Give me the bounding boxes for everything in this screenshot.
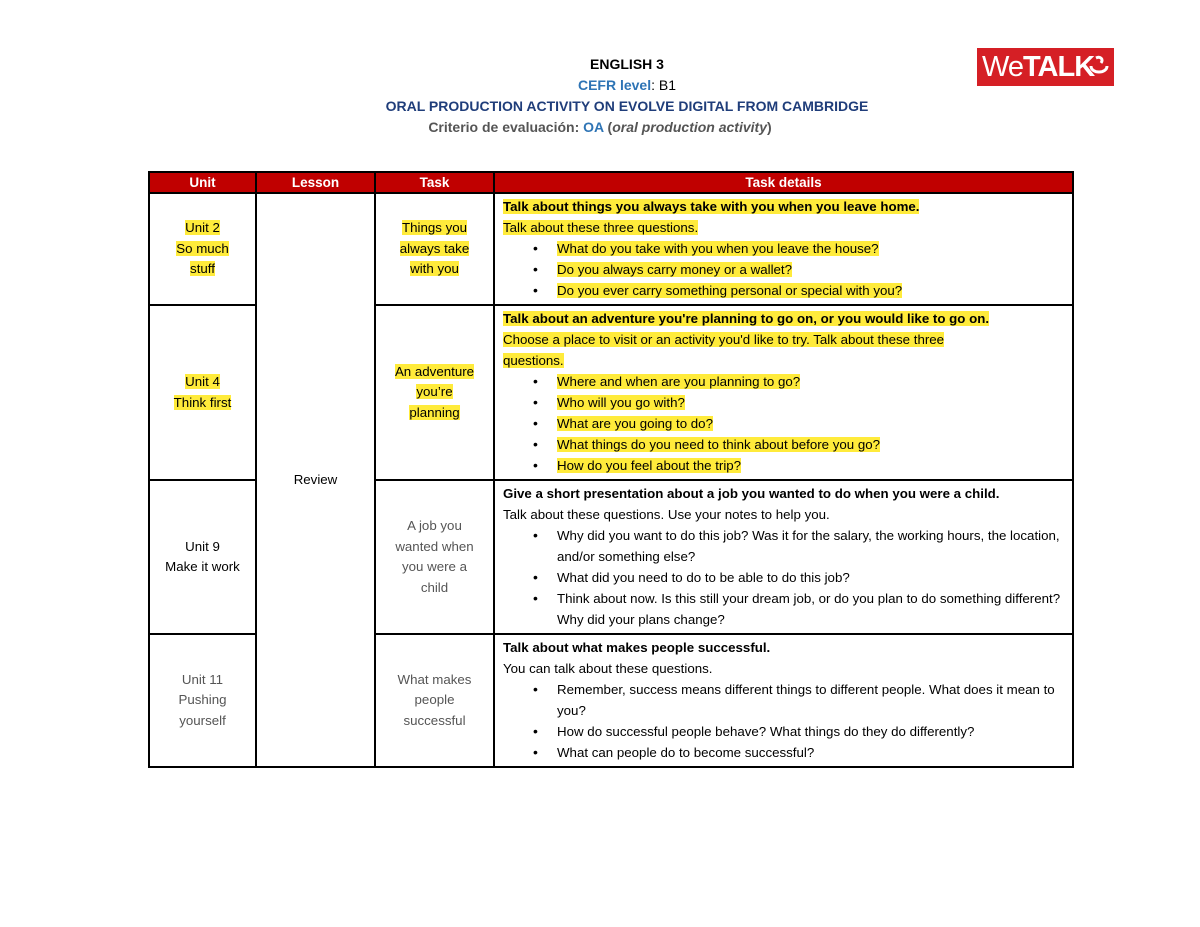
question-list (503, 371, 1064, 476)
task-cell: An adventure you’re planning (375, 305, 494, 480)
list-item: • How do you feel about the trip? (529, 455, 1064, 476)
task-details-cell (494, 193, 1073, 305)
unit-cell: Unit 9 Make it work (149, 480, 256, 634)
details-intro: Choose a place to visit or an activity you'd like to try. Talk about these three (503, 332, 945, 347)
activity-table (148, 171, 1074, 768)
task-cell: A job you wanted when you were a child (375, 480, 494, 634)
list-item: • Remember, success means different things to different people. What does it mean to you? (529, 679, 1064, 721)
details-intro: Talk about these questions. Use your notes to help you. (503, 507, 830, 522)
list-item: • Why did you want to do this job? Was it for the salary, the working hours, the location, and/or something else? (529, 525, 1064, 567)
task-cell: What makes people successful (375, 634, 494, 767)
question-list (503, 525, 1064, 630)
task-details-cell (494, 480, 1073, 634)
task-details-cell (494, 634, 1073, 767)
cefr-level: CEFR level: B1 (577, 77, 677, 93)
criterio: Criterio de evaluación: OA (oral production activity) (428, 119, 772, 135)
list-item: • What did you need to do to be able to do this job? (529, 567, 1064, 588)
details-intro: Talk about these three questions. (503, 220, 699, 235)
details-title: Talk about an adventure you're planning to go on, or you would like to go on. (503, 311, 990, 326)
list-item: • What things do you need to think about before you go? (529, 434, 1064, 455)
col-header-lesson: Lesson (256, 172, 375, 193)
table-row (149, 193, 1073, 305)
list-item: • How do successful people behave? What things do they do differently? (529, 721, 1064, 742)
list-item: • What are you going to do? (529, 413, 1064, 434)
col-header-unit: Unit (149, 172, 256, 193)
details-intro: You can talk about these questions. (503, 661, 713, 676)
col-header-task: Task (375, 172, 494, 193)
activity-title: ORAL PRODUCTION ACTIVITY ON EVOLVE DIGITAL FROM CAMBRIDGE (385, 98, 869, 114)
table-header-row (149, 172, 1073, 193)
unit-cell: Unit 11 Pushing yourself (149, 634, 256, 767)
logo-text: WeTALK (982, 51, 1095, 83)
unit-cell: Unit 4 Think first (149, 305, 256, 480)
list-item: • Who will you go with? (529, 392, 1064, 413)
list-item: • What do you take with you when you leave the house? (529, 238, 1064, 259)
course-title: ENGLISH 3 (590, 56, 664, 72)
list-item: • Do you ever carry something personal or special with you? (529, 280, 1064, 301)
question-list (503, 679, 1064, 763)
unit-cell: Unit 2 So much stuff (149, 193, 256, 305)
list-item: • Where and when are you planning to go? (529, 371, 1064, 392)
details-title: Talk about things you always take with you when you leave home. (503, 199, 920, 214)
details-title: Talk about what makes people successful. (503, 640, 771, 655)
details-title: Give a short presentation about a job you wanted to do when you were a child. (503, 486, 1000, 501)
list-item: • Think about now. Is this still your dream job, or do you plan to do something different? Why did your plans change? (529, 588, 1064, 630)
question-list (503, 238, 1064, 301)
details-intro-cont: questions. (503, 353, 564, 368)
list-item: • Do you always carry money or a wallet? (529, 259, 1064, 280)
col-header-task-details: Task details (494, 172, 1073, 193)
list-item: • What can people do to become successful? (529, 742, 1064, 763)
task-cell: Things you always take with you (375, 193, 494, 305)
task-details-cell (494, 305, 1073, 480)
lesson-cell: Review (256, 193, 375, 767)
